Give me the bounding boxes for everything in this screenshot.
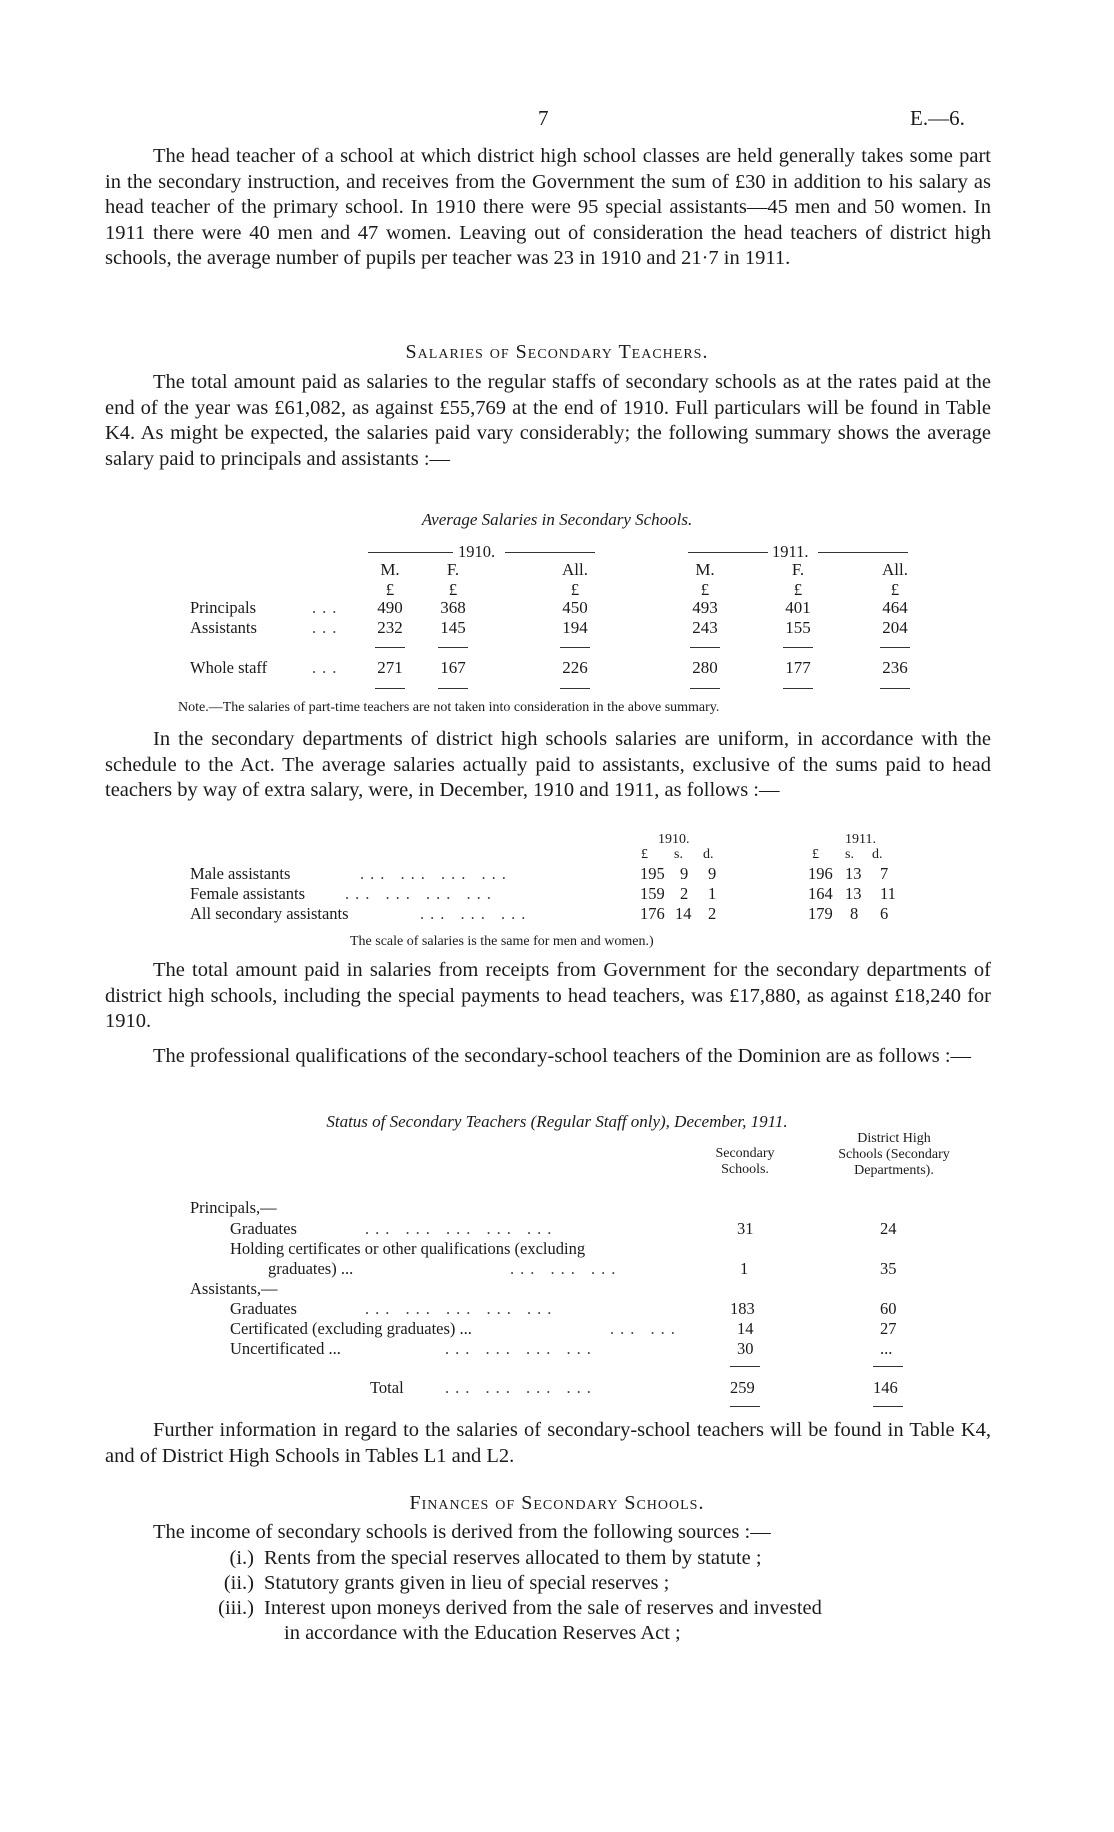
table-cell: 226 bbox=[562, 658, 588, 677]
table-cell: 493 bbox=[692, 598, 718, 617]
shillings: 9 bbox=[680, 864, 689, 883]
row-label-line1: Holding certificates or other qualifications (excluding bbox=[230, 1239, 586, 1258]
col-all-1910: All. bbox=[562, 560, 588, 579]
row-label: All secondary assistants bbox=[190, 904, 349, 923]
dhs-value: 24 bbox=[880, 1219, 897, 1238]
secondary-value: 183 bbox=[730, 1299, 755, 1318]
table-cell: 368 bbox=[440, 598, 466, 617]
row-label: Whole staff bbox=[190, 658, 268, 677]
row-label: Male assistants bbox=[190, 864, 291, 883]
leader-dots: ... ... ... bbox=[510, 1259, 622, 1278]
table-cell: 155 bbox=[785, 618, 811, 637]
leader-dots: ... ... ... ... bbox=[445, 1339, 597, 1358]
table-cell: 204 bbox=[882, 618, 908, 637]
leader-dots: ... ... ... ... bbox=[445, 1378, 597, 1397]
dhs-paragraph: In the secondary departments of district high schools salaries are uniform, in accordance with the schedule to the Act. The average salaries actually paid to assistants, exclusive of the sums paid to head teachers by way of extra salary, were, in December, 1910 and 1911, as follows :— bbox=[105, 728, 991, 801]
page-number: 7 bbox=[538, 106, 549, 130]
secondary-value: 14 bbox=[737, 1319, 754, 1338]
leader-dots: ... bbox=[312, 598, 343, 617]
status-table-caption: Status of Secondary Teachers (Regular Staff only), December, 1911. bbox=[326, 1112, 788, 1131]
row-label: Graduates bbox=[230, 1299, 297, 1318]
pounds: 195 bbox=[640, 864, 665, 883]
leader-dots: ... ... ... ... bbox=[360, 864, 512, 883]
table-cell: 232 bbox=[377, 618, 403, 637]
salaries-heading: Salaries of Secondary Teachers. bbox=[405, 341, 709, 363]
unit-shillings: s. bbox=[845, 847, 854, 862]
shillings: 13 bbox=[845, 884, 862, 903]
unit-pounds: £ bbox=[812, 847, 819, 862]
shillings: 8 bbox=[850, 904, 859, 923]
row-label: Uncertificated ... bbox=[230, 1339, 341, 1358]
table-cell: 236 bbox=[882, 658, 908, 677]
leader-dots: ... ... bbox=[610, 1319, 681, 1338]
finances-intro: The income of secondary schools is derived from the following sources :— bbox=[153, 1521, 771, 1543]
col-m-1911: M. bbox=[695, 560, 715, 579]
col-f-1911: F. bbox=[791, 560, 805, 579]
pence: 1 bbox=[708, 884, 717, 903]
leader-dots: ... bbox=[312, 618, 343, 637]
pounds: 176 bbox=[640, 904, 665, 923]
further-paragraph: Further information in regard to the salaries of secondary-school teachers will be found in Table K4, and of District High Schools in Tables L1 and L2. bbox=[105, 1419, 991, 1467]
sources-list bbox=[0, 1546, 1114, 1646]
leader-dots: ... ... ... ... ... bbox=[365, 1299, 558, 1318]
row-label: graduates) ... bbox=[268, 1259, 354, 1278]
row-label: Assistants bbox=[190, 618, 257, 637]
pence: 9 bbox=[708, 864, 717, 883]
table-cell: 401 bbox=[785, 598, 811, 617]
list-item bbox=[0, 1546, 1114, 1571]
dhs-value: 27 bbox=[880, 1319, 897, 1338]
list-item-continuation bbox=[0, 1621, 1114, 1646]
unit-pence: d. bbox=[703, 847, 714, 862]
table-cell: 243 bbox=[692, 618, 718, 637]
dhs-value: ... bbox=[880, 1339, 893, 1358]
col-all-1911: All. bbox=[882, 560, 908, 579]
avg-table-note: Note.—The salaries of part-time teachers are not taken into consideration in the above summary. bbox=[178, 700, 720, 715]
avg-table-caption: Average Salaries in Secondary Schools. bbox=[421, 510, 693, 529]
table-cell: 271 bbox=[377, 658, 403, 677]
list-text: Rents from the special reserves allocated to them by statute ; bbox=[264, 1547, 762, 1569]
secondary-value: 1 bbox=[740, 1259, 749, 1278]
intro-paragraph: The head teacher of a school at which district high school classes are held generally takes some part in the secondary instruction, and receives from the Government the sum of £30 in addition to his salary as head teacher of the primary school. In 1910 there were 95 special assistants—45 men and 50 women. In 1911 there were 40 men and 47 women. Leaving out of consideration the head teachers of district high schools, the average number of pupils per teacher was 23 in 1910 and 21·7 in 1911. bbox=[105, 145, 991, 269]
dhs-total: 146 bbox=[873, 1378, 898, 1397]
row-label: Graduates bbox=[230, 1219, 297, 1238]
unit: £ bbox=[570, 580, 580, 599]
total-label: Total bbox=[370, 1378, 404, 1397]
pence: 6 bbox=[880, 904, 889, 923]
finances-heading: Finances of Secondary Schools. bbox=[409, 1492, 705, 1514]
pence: 2 bbox=[708, 904, 717, 923]
principals-label: Principals,— bbox=[190, 1198, 277, 1217]
unit: £ bbox=[448, 580, 458, 599]
list-number: (i.) bbox=[229, 1547, 254, 1569]
pounds: 159 bbox=[640, 884, 665, 903]
table-cell: 177 bbox=[785, 658, 811, 677]
list-text: Interest upon moneys derived from the sale of reserves and invested bbox=[264, 1597, 822, 1619]
pounds: 179 bbox=[808, 904, 833, 923]
secondary-value: 30 bbox=[737, 1339, 754, 1358]
dhs-table-note: The scale of salaries is the same for men and women.) bbox=[350, 934, 654, 949]
qual-paragraph: The professional qualifications of the secondary-school teachers of the Dominion are as follows :— bbox=[153, 1045, 972, 1067]
leader-dots: ... ... ... ... ... bbox=[365, 1219, 558, 1238]
unit-pounds: £ bbox=[641, 847, 648, 862]
list-item bbox=[0, 1571, 1114, 1596]
pounds: 196 bbox=[808, 864, 833, 883]
table-cell: 145 bbox=[440, 618, 466, 637]
leader-dots: ... bbox=[312, 658, 343, 677]
unit: £ bbox=[700, 580, 710, 599]
pounds: 164 bbox=[808, 884, 833, 903]
pence: 11 bbox=[880, 884, 896, 903]
secondary-value: 31 bbox=[737, 1219, 754, 1238]
row-label: Certificated (excluding graduates) ... bbox=[230, 1319, 472, 1338]
unit-pence: d. bbox=[872, 847, 883, 862]
shillings: 13 bbox=[845, 864, 862, 883]
unit: £ bbox=[890, 580, 900, 599]
table-cell: 167 bbox=[440, 658, 466, 677]
list-number: (iii.) bbox=[218, 1597, 254, 1619]
row-label: Principals bbox=[190, 598, 256, 617]
unit: £ bbox=[793, 580, 803, 599]
table-cell: 194 bbox=[562, 618, 588, 637]
salaries-paragraph: The total amount paid as salaries to the regular staffs of secondary schools as at the rates paid at the end of the year was £61,082, as against £55,769 at the end of 1910. Full particulars will be found in Table K4. As might be expected, the salaries paid vary considerably; the following summary shows the average salary paid to principals and assistants :— bbox=[105, 371, 991, 470]
table-cell: 490 bbox=[377, 598, 403, 617]
col-f-1910: F. bbox=[446, 560, 460, 579]
leader-dots: ... ... ... ... bbox=[345, 884, 497, 903]
list-text: Statutory grants given in lieu of special reserves ; bbox=[264, 1572, 670, 1594]
table-cell: 464 bbox=[882, 598, 908, 617]
col-district-high-schools: District High Schools (Secondary Departments). bbox=[838, 1131, 950, 1178]
document-code: E.—6. bbox=[910, 106, 965, 130]
unit: £ bbox=[385, 580, 395, 599]
dhs-value: 35 bbox=[880, 1259, 897, 1278]
year-1910-header: 1910. bbox=[458, 542, 496, 561]
list-item bbox=[0, 1596, 1114, 1621]
shillings: 2 bbox=[680, 884, 689, 903]
leader-dots: ... ... ... bbox=[420, 904, 532, 923]
year-1911-header: 1911. bbox=[845, 832, 876, 847]
list-number: (ii.) bbox=[223, 1572, 254, 1594]
table-cell: 450 bbox=[562, 598, 588, 617]
list-text: in accordance with the Education Reserves Act ; bbox=[284, 1622, 681, 1644]
pence: 7 bbox=[880, 864, 889, 883]
col-m-1910: M. bbox=[380, 560, 400, 579]
dhs-value: 60 bbox=[880, 1299, 897, 1318]
unit-shillings: s. bbox=[674, 847, 683, 862]
secondary-total: 259 bbox=[730, 1378, 755, 1397]
year-1911-header: 1911. bbox=[772, 542, 809, 561]
year-1910-header: 1910. bbox=[658, 832, 690, 847]
row-label: Female assistants bbox=[190, 884, 306, 903]
shillings: 14 bbox=[675, 904, 692, 923]
assistants-label: Assistants,— bbox=[190, 1279, 278, 1298]
govt-paragraph: The total amount paid in salaries from receipts from Government for the secondary departments of district high schools, including the special payments to head teachers, was £17,880, as against £18,240 for 1910. bbox=[105, 959, 991, 1032]
col-secondary-schools: Secondary Schools. bbox=[715, 1146, 775, 1177]
table-cell: 280 bbox=[692, 658, 718, 677]
